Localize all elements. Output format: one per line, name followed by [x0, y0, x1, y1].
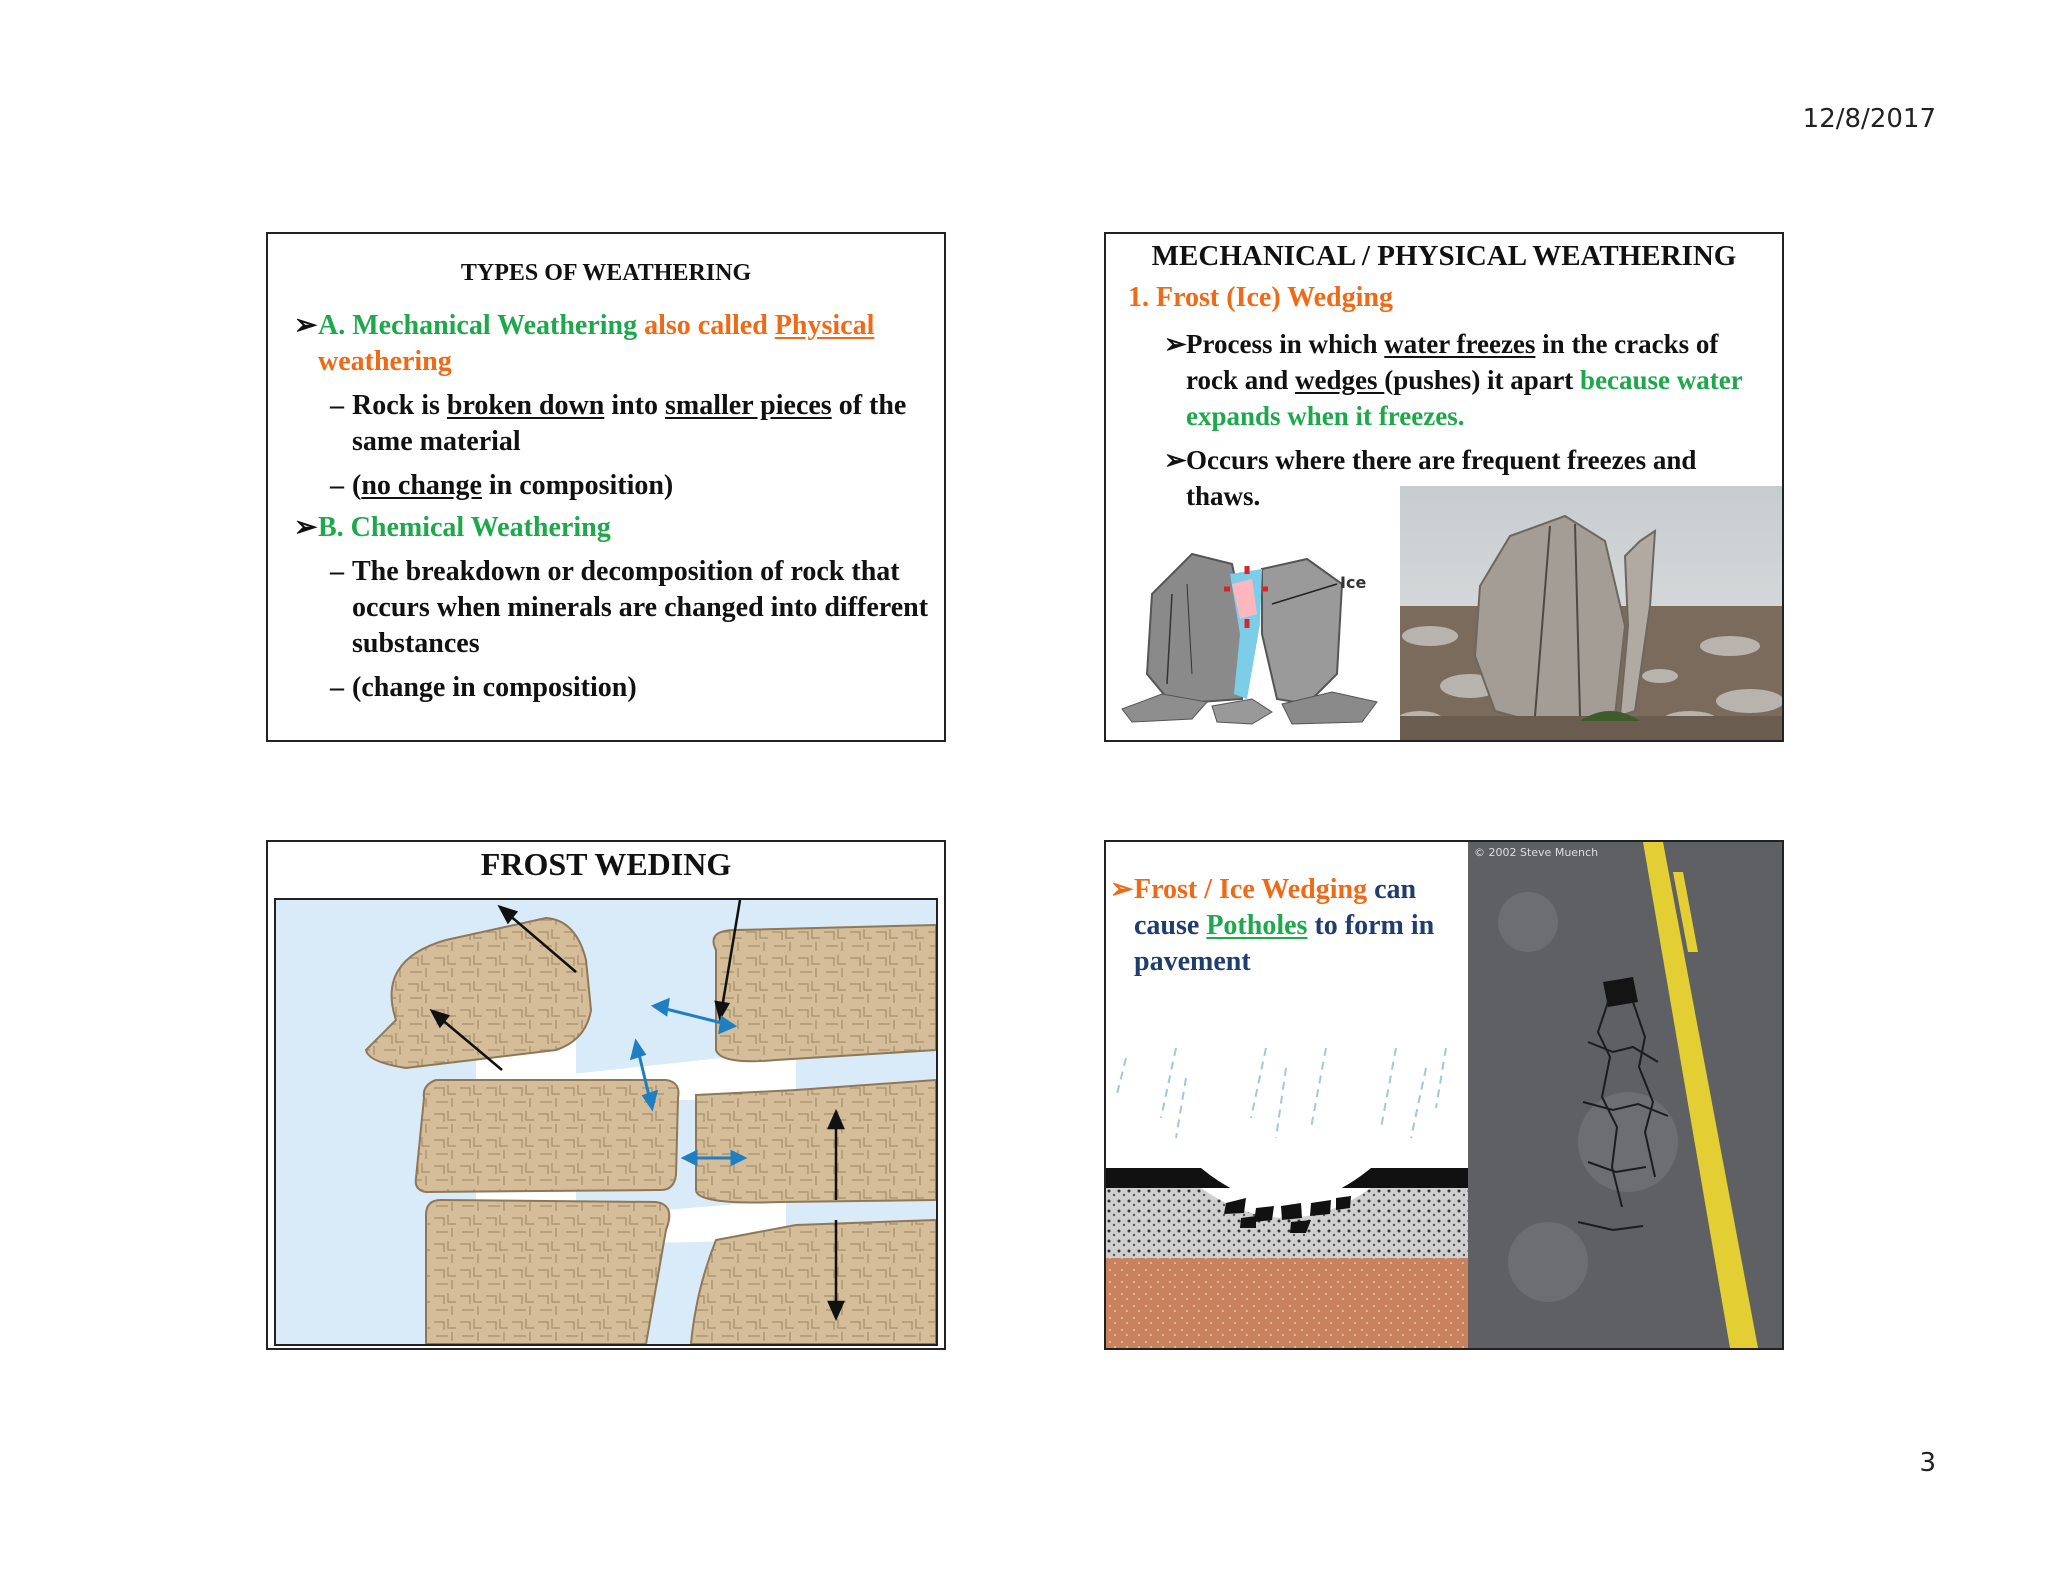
- photo-credit: © 2002 Steve Muench: [1474, 846, 1599, 859]
- text: Process in which: [1186, 329, 1385, 359]
- slide-mechanical-weathering: [1104, 232, 1784, 742]
- no-change-term: no change: [361, 470, 482, 501]
- slide-title: FROST WEDING: [480, 846, 732, 882]
- broken-down-term: broken down: [446, 390, 605, 421]
- arrow-bullet-icon: ➢: [1164, 445, 1187, 475]
- slide-title: MECHANICAL / PHYSICAL WEATHERING: [1151, 240, 1737, 272]
- arrow-bullet-icon: ➢: [1164, 329, 1187, 359]
- page-number: 3: [1919, 1448, 1936, 1478]
- pothole-road-photo: [1468, 842, 1782, 1348]
- header-date: 12/8/2017: [1802, 104, 1936, 134]
- weathering-term: weathering: [318, 346, 452, 377]
- text: (: [352, 470, 362, 501]
- chemical-label: B. Chemical Weathering: [318, 512, 611, 543]
- slide-body: [294, 308, 934, 706]
- ice-wedge-illustration: [1112, 524, 1392, 734]
- sub-bullet: – (change in composition): [330, 670, 934, 706]
- text: to form in pavement: [1134, 910, 1435, 977]
- text: into: [604, 390, 666, 421]
- smaller-pieces-term: smaller pieces: [665, 390, 832, 421]
- chemical-composition-note: (change in composition): [352, 672, 637, 703]
- frost-ice-wedging-term: Frost / Ice Wedging: [1134, 874, 1368, 905]
- arrow-bullet-icon: ➢: [294, 512, 318, 543]
- text: of the same material: [352, 390, 907, 457]
- physical-term: Physical: [774, 310, 875, 341]
- mechanical-label: A. Mechanical Weathering: [318, 310, 638, 341]
- bullet-mechanical: [294, 308, 934, 380]
- occurs-text: Occurs where there are frequent freezes and thaws.: [1186, 445, 1697, 511]
- wedges-term: wedges: [1295, 365, 1385, 395]
- slide-frost-wedging-diagram: [266, 840, 946, 1350]
- slide-types-of-weathering: [266, 232, 946, 742]
- pothole-diagram: [1106, 1038, 1468, 1348]
- sub-bullet: – Rock is broken down into smaller pieces of the same material: [330, 390, 907, 457]
- text: can cause: [1134, 874, 1417, 941]
- because-text: because water expands when it freezes.: [1186, 365, 1743, 431]
- sub-bullet: – (no change in composition): [330, 470, 674, 501]
- arrow-bullet-icon: ➢: [1110, 874, 1134, 905]
- water-freezes-term: water freezes: [1384, 329, 1536, 359]
- text: (pushes) it apart: [1384, 365, 1581, 395]
- bullet-process: [1164, 326, 1770, 434]
- text: in the cracks of rock and: [1186, 329, 1719, 395]
- bullet-chemical: [294, 510, 934, 546]
- potholes-term: Potholes: [1206, 910, 1308, 941]
- slide-title: TYPES OF WEATHERING: [460, 260, 752, 286]
- frost-wedging-diagram: [274, 898, 938, 1346]
- sub-bullet: – The breakdown or decomposition of rock that occurs when minerals are changed into different substances: [330, 554, 934, 662]
- chemical-definition: The breakdown or decomposition of rock that occurs when minerals are changed into different substances: [352, 556, 929, 659]
- text: in composition): [481, 470, 674, 501]
- pothole-bullet: [1110, 872, 1460, 980]
- also-called-text: also called: [637, 310, 775, 341]
- split-boulder-photo: [1400, 486, 1782, 740]
- ice-label: Ice: [1340, 573, 1367, 592]
- frost-wedging-heading: 1. Frost (Ice) Wedging: [1128, 282, 1393, 313]
- slide-potholes: [1104, 840, 1784, 1350]
- arrow-bullet-icon: ➢: [294, 310, 318, 341]
- text: Rock is: [352, 390, 447, 421]
